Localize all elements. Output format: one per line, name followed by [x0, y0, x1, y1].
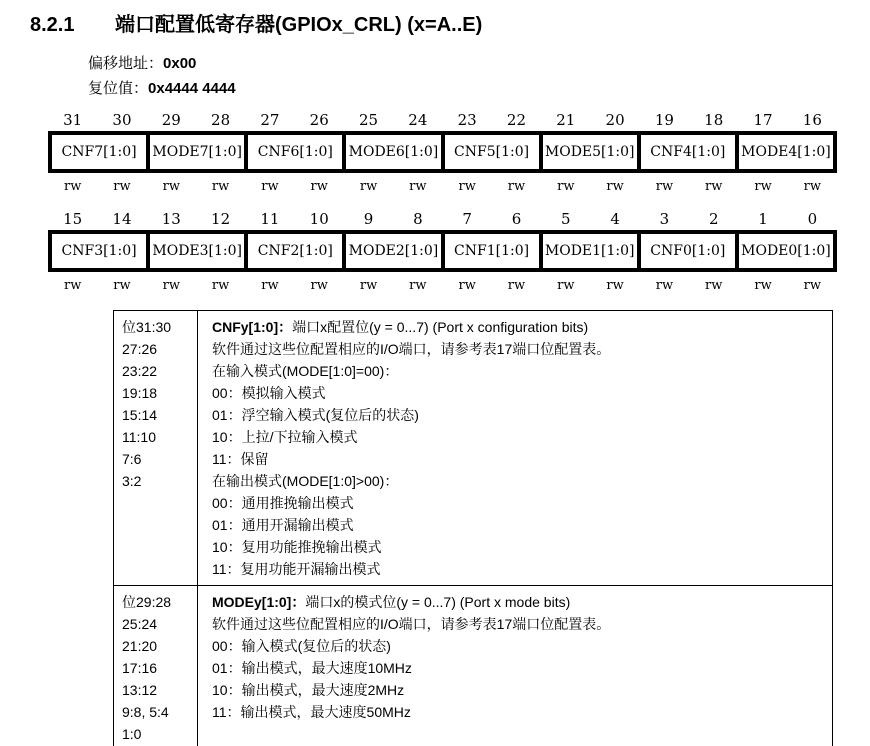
access-flag: rw [63, 278, 82, 293]
bit-range-line: 位31:30 [122, 319, 172, 335]
description-line: 软件通过这些位配置相应的I/O端口，请参考表17端口位配置表。 [212, 341, 611, 357]
description-line: 01：输出模式，最大速度10MHz [212, 660, 412, 676]
bit-number: 25 [358, 111, 379, 129]
bit-number: 5 [561, 210, 571, 228]
bit-field-cell: CNF7[1:0] [50, 133, 148, 171]
access-flag: rw [705, 278, 723, 293]
bit-range-line: 15:14 [122, 407, 158, 423]
bit-number: 26 [309, 111, 329, 129]
bit-number: 23 [457, 111, 477, 129]
bit-range-line: 27:26 [122, 341, 158, 357]
description-table [113, 310, 833, 746]
description-line: 11：保留 [212, 451, 269, 467]
bit-number: 14 [112, 210, 132, 228]
bit-range-line: 25:24 [122, 616, 158, 632]
bit-number: 2 [708, 210, 719, 228]
bit-number: 29 [161, 111, 181, 129]
bit-field-row [48, 230, 837, 272]
bit-number-row [48, 111, 837, 131]
bit-number: 8 [413, 210, 423, 228]
description-line: 软件通过这些位配置相应的I/O端口，请参考表17端口位配置表。 [212, 616, 611, 632]
bit-number: 21 [556, 111, 576, 129]
description-line: 11：复用功能开漏输出模式 [212, 561, 381, 577]
bit-field-cell: MODE6[1:0] [344, 133, 442, 171]
bits-column [114, 311, 198, 585]
field-name: CNFy[1:0]： [212, 319, 293, 335]
bit-number: 6 [511, 210, 522, 228]
description-line: 在输出模式(MODE[1:0]>00)： [212, 473, 399, 489]
description-line: 01：通用开漏输出模式 [212, 517, 354, 533]
bit-number-row [48, 210, 837, 230]
access-flag: rw [705, 179, 723, 194]
description-lines [212, 338, 824, 580]
bit-field-cell: CNF2[1:0] [246, 232, 344, 270]
access-flag: rw [162, 179, 180, 194]
bit-range-line: 21:20 [122, 638, 158, 654]
bit-field-cell: MODE5[1:0] [541, 133, 639, 171]
access-flag: rw [409, 278, 427, 293]
access-flag: rw [113, 278, 131, 293]
access-flag: rw [507, 179, 526, 194]
access-flag: rw [359, 179, 378, 194]
reset-value: 0x4444 4444 [148, 80, 236, 97]
bit-number: 11 [260, 210, 280, 228]
bit-range-line: 17:16 [122, 660, 158, 676]
bit-number: 12 [211, 210, 231, 228]
access-flag: rw [63, 179, 82, 194]
bit-field-cell: CNF5[1:0] [443, 133, 541, 171]
description-line: 01：浮空输入模式(复位后的状态) [212, 407, 419, 423]
bit-field-cell: CNF0[1:0] [639, 232, 737, 270]
description-line: 在输入模式(MODE[1:0]=00)： [212, 363, 399, 379]
bit-number: 1 [758, 210, 768, 228]
bit-number: 3 [659, 210, 670, 228]
access-flag-row [48, 179, 837, 197]
access-flag: rw [803, 179, 822, 194]
bit-field-cell: MODE4[1:0] [737, 133, 835, 171]
bit-number: 20 [605, 111, 625, 129]
register-meta [88, 51, 870, 101]
access-flag: rw [507, 278, 526, 293]
access-flag: rw [261, 179, 279, 194]
bit-number: 15 [63, 210, 83, 228]
access-flag: rw [557, 179, 575, 194]
access-flag: rw [211, 278, 230, 293]
bit-range-line: 9:8, 5:4 [122, 704, 169, 720]
description-line: 00：输入模式(复位后的状态) [212, 638, 391, 654]
description-row-mode [114, 585, 832, 746]
description-line: 10：上拉/下拉输入模式 [212, 429, 358, 445]
bit-number: 9 [363, 210, 374, 228]
offset-label: 偏移地址： [88, 55, 164, 72]
section-heading [30, 8, 870, 37]
access-flag: rw [113, 179, 131, 194]
access-flag-row [48, 278, 837, 296]
bit-number: 18 [704, 111, 724, 129]
bit-range-line: 3:2 [122, 473, 142, 489]
description-row-cnf [114, 311, 832, 585]
bit-range-line: 11:10 [122, 429, 156, 445]
bit-range-line: 7:6 [122, 451, 142, 467]
reset-label: 复位值： [88, 80, 149, 97]
access-flag: rw [803, 278, 822, 293]
bit-field-cell: CNF4[1:0] [639, 133, 737, 171]
access-flag: rw [606, 179, 624, 194]
access-flag: rw [211, 179, 230, 194]
bits-column [114, 586, 198, 746]
access-flag: rw [655, 278, 674, 293]
page-title: 端口配置低寄存器(GPIOx_CRL) (x=A..E) [115, 14, 483, 36]
bit-field-cell: MODE3[1:0] [148, 232, 246, 270]
field-name-line [212, 591, 824, 613]
bit-number: 22 [506, 111, 527, 129]
bit-field-cell: CNF3[1:0] [50, 232, 148, 270]
section-number: 8.2.1 [30, 14, 75, 36]
bit-field-cell: MODE2[1:0] [344, 232, 442, 270]
bit-field-cell: CNF6[1:0] [246, 133, 344, 171]
access-flag: rw [458, 278, 476, 293]
bit-range-line: 19:18 [122, 385, 158, 401]
description-line: 00：模拟输入模式 [212, 385, 326, 401]
bit-number: 27 [260, 111, 280, 129]
bit-field-cell: MODE0[1:0] [737, 232, 835, 270]
bit-number: 28 [211, 111, 231, 129]
access-flag: rw [754, 278, 772, 293]
bit-number: 0 [807, 210, 818, 228]
bit-range-line: 1:0 [122, 726, 142, 742]
description-column [198, 586, 832, 746]
field-name-rest: 端口x配置位(y = 0...7) (Port x configuration bits) [292, 319, 589, 335]
description-line: 00：通用推挽输出模式 [212, 495, 354, 511]
access-flag: rw [162, 278, 180, 293]
bit-number: 30 [112, 111, 132, 129]
description-line: 10：输出模式，最大速度2MHz [212, 682, 405, 698]
offset-value: 0x00 [163, 55, 197, 72]
access-flag: rw [261, 278, 279, 293]
register-diagram-low-word [48, 210, 837, 296]
bit-number: 10 [309, 210, 329, 228]
bit-field-row [48, 131, 837, 173]
access-flag: rw [359, 278, 378, 293]
bit-number: 4 [610, 210, 620, 228]
access-flag: rw [409, 179, 427, 194]
bit-number: 7 [462, 210, 472, 228]
field-name-rest: 端口x的模式位(y = 0...7) (Port x mode bits) [305, 594, 571, 610]
access-flag: rw [606, 278, 624, 293]
access-flag: rw [754, 179, 772, 194]
bit-number: 16 [802, 111, 822, 129]
bit-number: 24 [408, 111, 428, 129]
bit-number: 19 [654, 111, 674, 129]
bit-range-line: 23:22 [122, 363, 158, 379]
description-line: 10：复用功能推挽输出模式 [212, 539, 382, 555]
bit-number: 13 [161, 210, 181, 228]
bit-number: 31 [63, 111, 83, 129]
access-flag: rw [458, 179, 476, 194]
description-column [198, 311, 832, 585]
access-flag: rw [557, 278, 575, 293]
offset-address-line [88, 51, 870, 76]
field-name-line [212, 316, 824, 338]
bit-range-line: 13:12 [122, 682, 158, 698]
reset-value-line [88, 76, 870, 101]
bit-range-line: 位29:28 [122, 594, 172, 610]
description-line: 11：输出模式，最大速度50MHz [212, 704, 411, 720]
access-flag: rw [310, 278, 328, 293]
bit-field-cell: MODE1[1:0] [541, 232, 639, 270]
bit-field-cell: MODE7[1:0] [148, 133, 246, 171]
description-lines [212, 613, 824, 723]
field-name: MODEy[1:0]： [212, 594, 306, 610]
access-flag: rw [310, 179, 328, 194]
access-flag: rw [655, 179, 674, 194]
register-diagram-high-word [48, 111, 837, 197]
bit-field-cell: CNF1[1:0] [443, 232, 541, 270]
bit-number: 17 [753, 111, 773, 129]
